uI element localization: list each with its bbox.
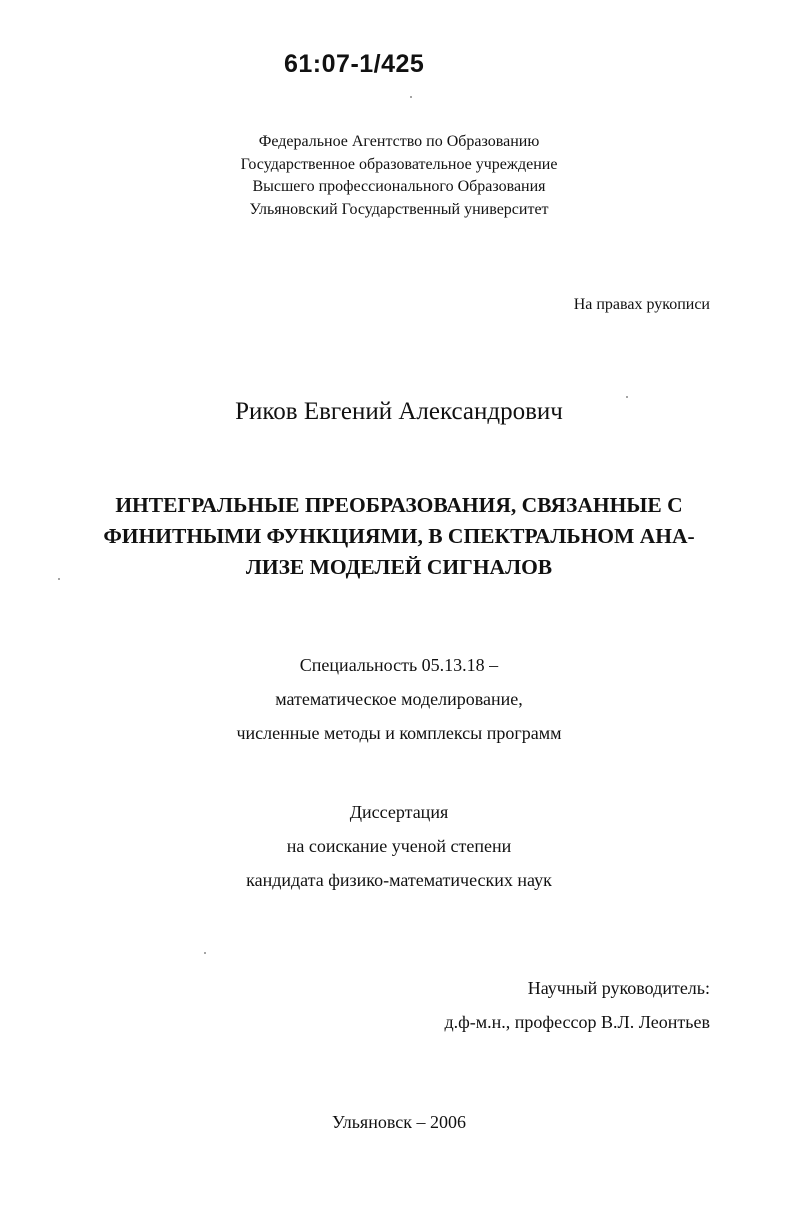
supervisor-name: д.ф-м.н., профессор В.Л. Леонтьев: [444, 1012, 710, 1032]
institution-line-state: Государственное образовательное учреждение: [240, 155, 558, 173]
title-line-2: ФИНИТНЫМИ ФУНКЦИЯМИ, В СПЕКТРАЛЬНОМ АНА-: [103, 524, 695, 548]
scan-speck: [410, 96, 412, 98]
rights-note: На правах рукописи: [573, 296, 710, 313]
supervisor-block: [444, 971, 710, 1039]
specialty-code: Специальность 05.13.18 –: [299, 655, 499, 675]
degree-purpose: на соискание ученой степени: [286, 836, 512, 856]
scan-speck: [204, 952, 206, 954]
degree-field: кандидата физико-математических наук: [246, 870, 552, 890]
scan-speck: [626, 396, 628, 398]
degree-type: Диссертация: [349, 802, 449, 822]
institution-line-university: Ульяновский Государственный университет: [249, 200, 549, 218]
specialty-name-1: математическое моделирование,: [275, 689, 523, 709]
scan-speck: [58, 578, 60, 580]
institution-line-agency: Федеральное Агентство по Образованию: [258, 133, 540, 150]
city-year: Ульяновск – 2006: [332, 1112, 466, 1132]
supervisor-label: Научный руководитель:: [527, 978, 710, 998]
dissertation-title: [0, 490, 798, 583]
specialty-name-2: численные методы и комплексы программ: [236, 723, 562, 743]
archive-stamp: 61:07-1/425: [284, 50, 425, 78]
institution-line-higher: Высшего профессионального Образования: [252, 178, 546, 195]
title-line-1: ИНТЕГРАЛЬНЫЕ ПРЕОБРАЗОВАНИЯ, СВЯЗАННЫЕ С: [115, 493, 683, 517]
author-name: Риков Евгений Александрович: [235, 398, 563, 425]
institution-header: [0, 131, 798, 221]
degree-block: [0, 795, 798, 897]
title-line-3: ЛИЗЕ МОДЕЛЕЙ СИГНАЛОВ: [245, 555, 553, 579]
specialty-block: [0, 648, 798, 750]
